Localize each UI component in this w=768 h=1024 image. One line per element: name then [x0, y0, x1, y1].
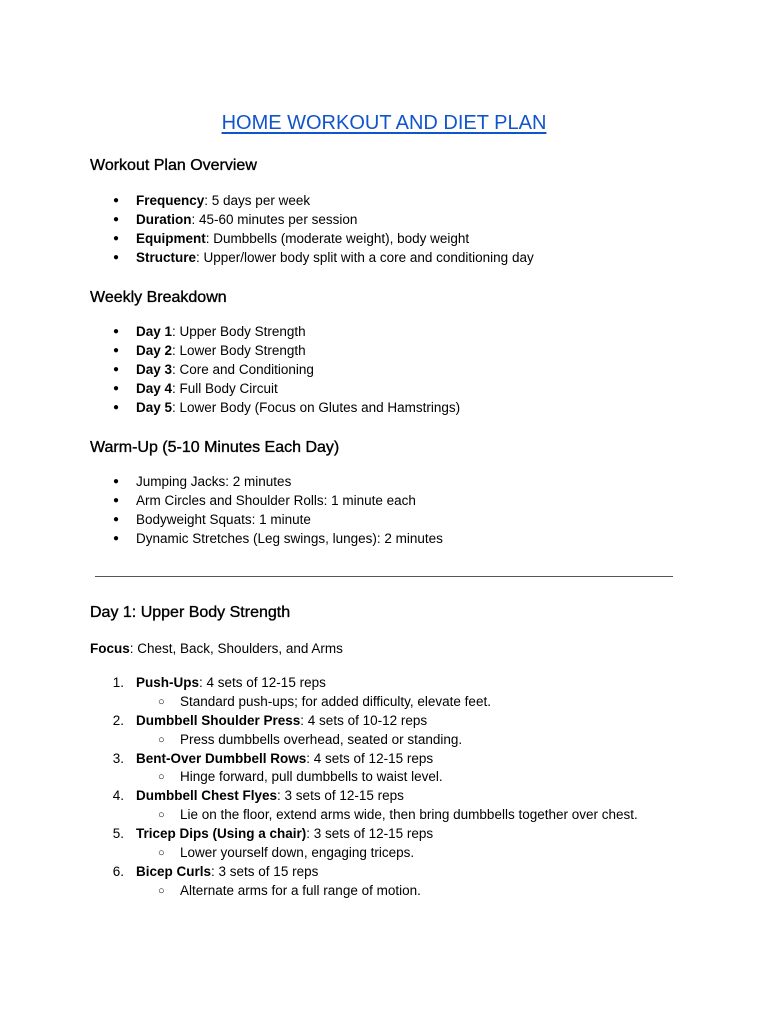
- exercise-item: 4. Dumbbell Chest Flyes: 3 sets of 12-15 reps: [112, 788, 404, 804]
- weekly-heading: Weekly Breakdown: [90, 289, 227, 306]
- list-item: ● Dynamic Stretches (Leg swings, lunges): 2 minutes: [90, 530, 443, 549]
- horizontal-rule: [95, 576, 673, 577]
- exercise-note: ○ Lie on the floor, extend arms wide, then bring dumbbells together over chest.: [90, 806, 638, 825]
- list-item: ● Bodyweight Squats: 1 minute: [90, 511, 443, 530]
- list-item: ● Day 1: Upper Body Strength: [90, 323, 460, 342]
- overview-list: [90, 192, 534, 268]
- bullet-icon: ●: [113, 326, 120, 337]
- list-item: ● Equipment: Dumbbells (moderate weight), body weight: [90, 230, 534, 249]
- exercise-note: ○ Hinge forward, pull dumbbells to waist level.: [90, 768, 638, 787]
- hollow-bullet-icon: ○: [158, 771, 165, 784]
- list-item: ● Day 4: Full Body Circuit: [90, 380, 460, 399]
- bullet-icon: ●: [113, 195, 120, 206]
- hollow-bullet-icon: ○: [158, 809, 165, 822]
- bullet-icon: ●: [113, 344, 120, 356]
- bullet-icon: ●: [113, 401, 120, 413]
- bullet-icon: ●: [113, 532, 120, 544]
- list-item: ● Day 2: Lower Body Strength: [90, 342, 460, 361]
- bullet-icon: ●: [113, 513, 120, 525]
- bullet-icon: ●: [113, 494, 120, 506]
- exercise-note: ○ Standard push-ups; for added difficulty, elevate feet.: [90, 693, 638, 712]
- exercise-item: 3. Bent-Over Dumbbell Rows: 4 sets of 12-15 reps: [112, 750, 434, 766]
- list-item: ● Duration: 45-60 minutes per session: [90, 211, 534, 230]
- exercise-list: [90, 674, 638, 901]
- bullet-icon: ●: [113, 363, 120, 375]
- bullet-icon: ●: [113, 251, 120, 263]
- list-item: ● Day 3: Core and Conditioning: [90, 361, 460, 380]
- hollow-bullet-icon: ○: [158, 847, 165, 860]
- list-item: ● Day 5: Lower Body (Focus on Glutes and Hamstrings): [90, 399, 460, 418]
- document-title: HOME WORKOUT AND DIET PLAN: [221, 112, 547, 134]
- bullet-icon: ●: [113, 232, 120, 244]
- weekly-list: [90, 323, 460, 417]
- day1-heading: Day 1: Upper Body Strength: [90, 604, 291, 621]
- overview-heading: Workout Plan Overview: [90, 157, 257, 174]
- day1-focus: Focus: Chest, Back, Shoulders, and Arms: [90, 641, 343, 656]
- hollow-bullet-icon: ○: [158, 884, 165, 897]
- hollow-bullet-icon: ○: [158, 733, 165, 746]
- bullet-icon: ●: [113, 382, 120, 394]
- exercise-item: 6. Bicep Curls: 3 sets of 15 reps: [112, 863, 319, 879]
- list-item: ● Jumping Jacks: 2 minutes: [90, 473, 443, 492]
- hollow-bullet-icon: ○: [158, 695, 165, 708]
- exercise-note: ○ Press dumbbells overhead, seated or standing.: [90, 731, 638, 750]
- exercise-item: 2. Dumbbell Shoulder Press: 4 sets of 10-12 reps: [112, 712, 428, 728]
- bullet-icon: ●: [113, 476, 120, 487]
- list-item: ● Frequency: 5 days per week: [90, 192, 534, 211]
- exercise-item: 1. Push-Ups: 4 sets of 12-15 reps: [112, 675, 326, 690]
- list-item: ● Structure: Upper/lower body split with a core and conditioning day: [90, 249, 534, 268]
- exercise-note: ○ Lower yourself down, engaging triceps.: [90, 844, 638, 863]
- bullet-icon: ●: [113, 213, 120, 225]
- exercise-note: ○ Alternate arms for a full range of motion.: [90, 882, 638, 901]
- exercise-item: 5. Tricep Dips (Using a chair): 3 sets of 12-15 reps: [112, 826, 434, 842]
- warmup-heading: Warm-Up (5-10 Minutes Each Day): [90, 439, 340, 456]
- list-item: ● Arm Circles and Shoulder Rolls: 1 minute each: [90, 492, 443, 511]
- warmup-list: [90, 473, 443, 549]
